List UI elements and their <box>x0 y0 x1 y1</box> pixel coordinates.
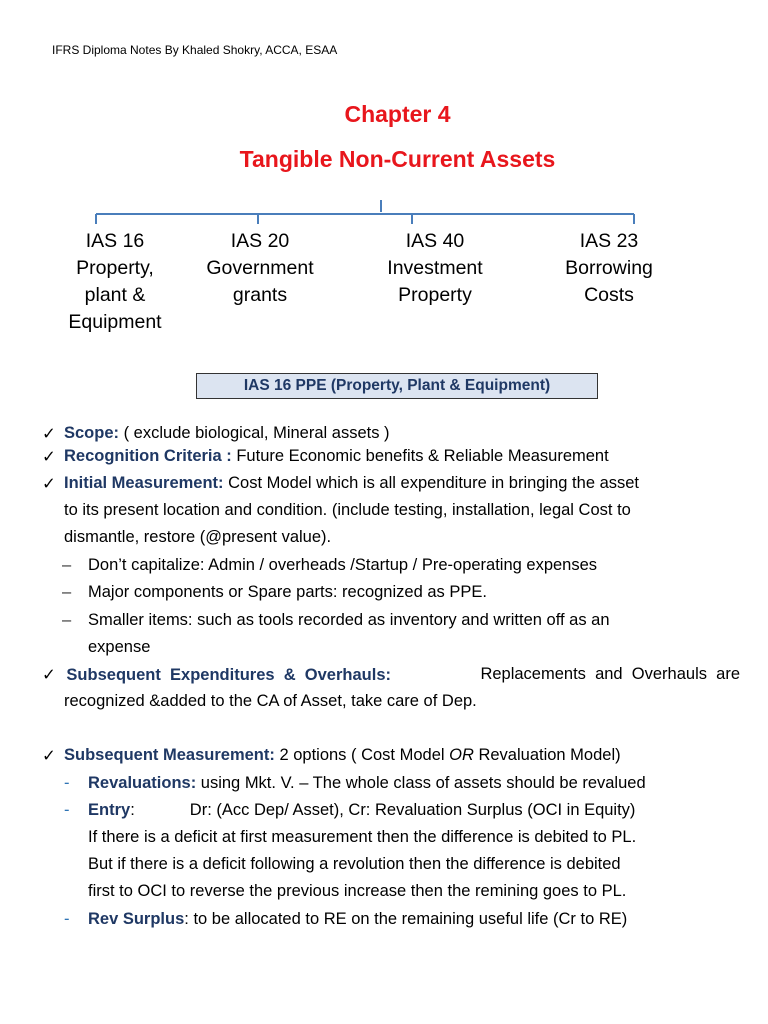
hyphen-bullet: - <box>64 801 70 819</box>
standard-ias20: IAS 20 Government grants <box>206 230 314 306</box>
entry-detail-3: first to OCI to reverse the previous increase then the remining goes to PL. <box>88 882 627 900</box>
standard-ias40: IAS 40 Investment Property <box>387 230 483 306</box>
chapter-number: Chapter 4 <box>344 101 451 127</box>
initial-bullet-1: Don’t capitalize: Admin / overheads /Startup / Pre-operating expenses <box>88 556 598 574</box>
recognition-label: Recognition Criteria : <box>64 447 232 465</box>
dash-bullet: – <box>62 556 72 574</box>
subsequent-exp-label: Subsequent Expenditures & Overhauls: <box>66 666 391 684</box>
rev-surplus-label: Rev Surplus <box>88 910 185 928</box>
hyphen-bullet: - <box>64 774 70 792</box>
initial-text-3: dismantle, restore (@present value). <box>64 528 332 546</box>
subsequent-meas-line <box>42 746 621 765</box>
rev-surplus-text: : to be allocated to RE on the remaining useful life (Cr to RE) <box>184 910 628 928</box>
subsequent-meas-text-a: 2 options ( Cost Model <box>274 746 450 764</box>
initial-text-1: Cost Model which is all expenditure in bringing the asset <box>223 474 640 492</box>
entry-line <box>88 801 635 820</box>
initial-bullet-3-cont: expense <box>88 638 151 656</box>
standard-ias23: IAS 23 Borrowing Costs <box>565 230 653 306</box>
entry-label: Entry <box>88 801 131 819</box>
entry-detail-1: If there is a deficit at first measurement then the difference is debited to PL. <box>88 828 637 846</box>
subsequent-meas-text-b: Revaluation Model) <box>473 746 621 764</box>
entry-detail-2: But if there is a deficit following a revolution then the difference is debited <box>88 855 621 873</box>
initial-label: Initial Measurement: <box>64 474 224 492</box>
check-icon: ✓ <box>42 475 56 493</box>
rev-surplus-line <box>88 910 627 929</box>
hyphen-bullet: - <box>64 910 70 928</box>
standards-tree-connector <box>0 198 768 228</box>
subsequent-exp-text-1: Replacements and Overhauls are <box>475 665 740 683</box>
recognition-text: Future Economic benefits & Reliable Measurement <box>231 447 609 465</box>
scope-line <box>42 424 390 443</box>
check-icon: ✓ <box>42 425 56 443</box>
subsequent-meas-label: Subsequent Measurement: <box>64 746 275 764</box>
initial-bullet-3: Smaller items: such as tools recorded as inventory and written off as an <box>88 611 610 629</box>
revaluations-label: Revaluations: <box>88 774 197 792</box>
dash-bullet: – <box>62 611 72 629</box>
dash-bullet: – <box>62 583 72 601</box>
standard-ias16: IAS 16 Property, plant & Equipment <box>68 230 162 333</box>
header-note: IFRS Diploma Notes By Khaled Shokry, ACCA, ESAA <box>52 43 338 57</box>
subsequent-meas-or: OR <box>449 746 474 764</box>
scope-text: ( exclude biological, Mineral assets ) <box>119 424 390 442</box>
initial-line <box>42 474 639 493</box>
check-icon: ✓ <box>42 666 56 684</box>
initial-bullet-2: Major components or Spare parts: recognized as PPE. <box>88 583 487 601</box>
entry-text: : Dr: (Acc Dep/ Asset), Cr: Revaluation Surplus (OCI in Equity) <box>130 801 636 819</box>
revaluations-text: using Mkt. V. – The whole class of assets should be revalued <box>196 774 646 792</box>
check-icon: ✓ <box>42 448 56 466</box>
chapter-title: Tangible Non-Current Assets <box>239 146 556 172</box>
subsequent-exp-text-2: recognized &added to the CA of Asset, take care of Dep. <box>64 692 477 710</box>
initial-text-2: to its present location and condition. (include testing, installation, legal Cost to <box>64 501 631 519</box>
check-icon: ✓ <box>42 747 56 765</box>
revaluations-line <box>88 774 646 793</box>
section-title: IAS 16 PPE (Property, Plant & Equipment) <box>196 373 598 399</box>
recognition-line <box>42 447 609 466</box>
subsequent-exp-line <box>42 665 740 685</box>
scope-label: Scope: <box>64 424 120 442</box>
